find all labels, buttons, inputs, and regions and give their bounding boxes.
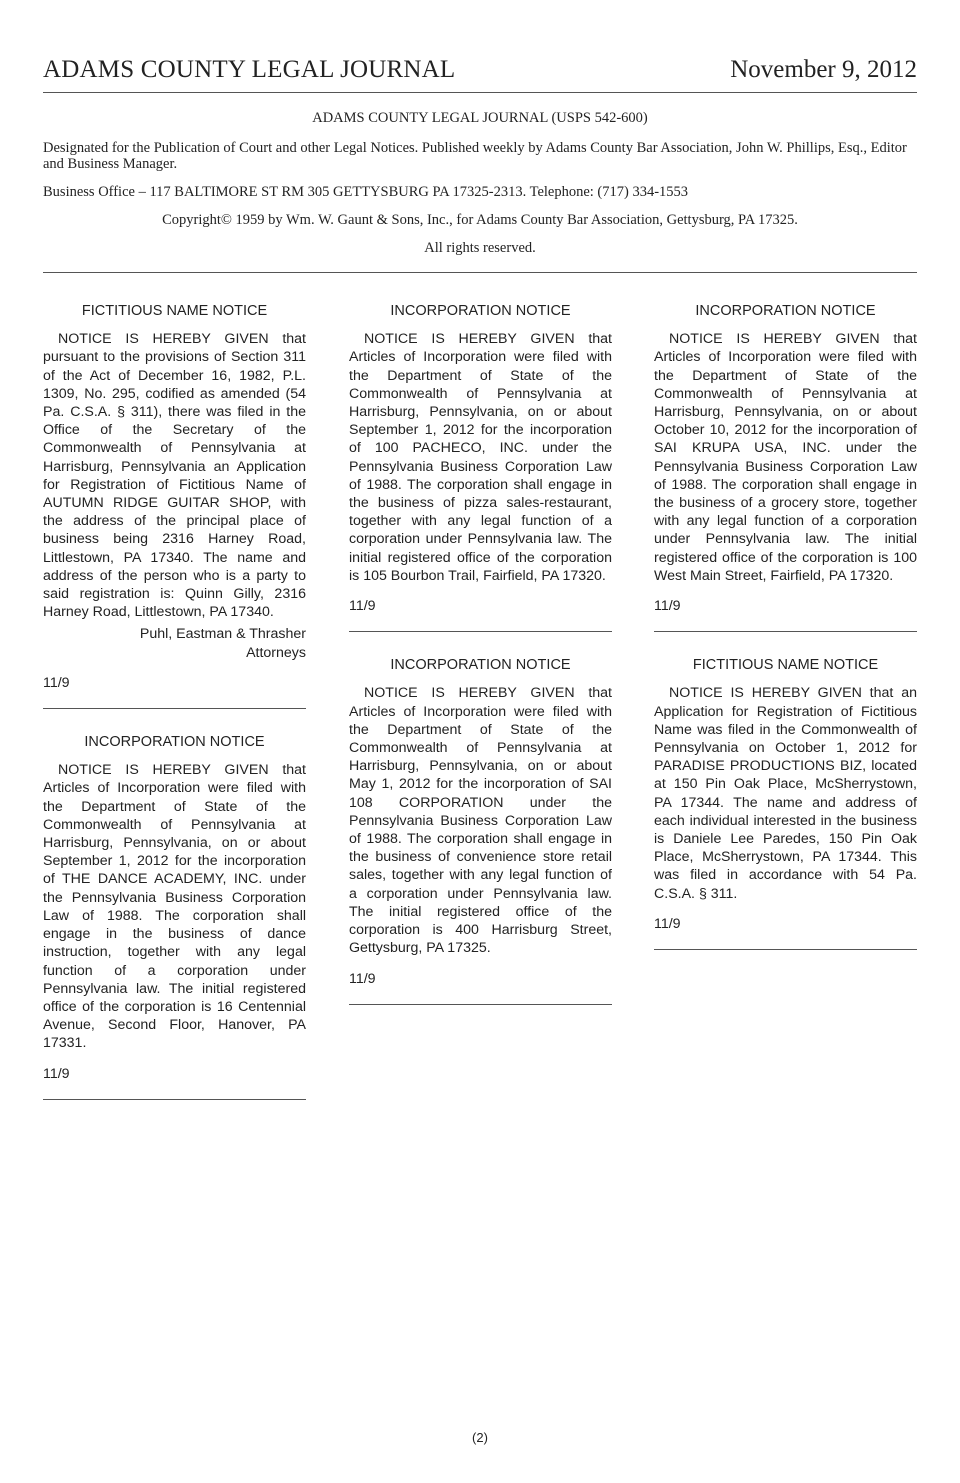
page-header xyxy=(43,54,917,93)
journal-title: ADAMS COUNTY LEGAL JOURNAL xyxy=(43,56,456,83)
notice-dance-academy xyxy=(43,733,306,1100)
notice-body: NOTICE IS HEREBY GIVEN that an Application for Registration of Fictitious Name was filed in the Commonwealth of Pennsylvania on October 1, 2012 for PARADISE PRODUCTIONS BIZ, located at 150 Pin Oak Place, McSherrystown, PA 17344. The name and address of each individual interested in the business is Daniele Lee Paredes, 150 Pin Oak Place, McSherrystown, PA 17344. This was filed in accordance with 54 Pa. C.S.A. § 311. xyxy=(654,685,917,902)
masthead-business-office: Business Office – 117 BALTIMORE ST RM 305 GETTYSBURG PA 17325-2313. Telephone: (717) 334-1553 xyxy=(43,184,689,200)
notice-divider xyxy=(654,949,917,950)
masthead-divider xyxy=(43,272,917,273)
notice-signature-role: Attorneys xyxy=(246,644,306,661)
notice-body: NOTICE IS HEREBY GIVEN that Articles of Incorporation were filed with the Department of State of the Commonwealth of Pennsylvania at Harrisburg, Pennsylvania, on or about September 1, 2012 for the incorporation of 100 PACHECO, INC. under the Pennsylvania Business Corporation Law of 1988. The corporation shall engage in the business of pizza sales-restaurant, together with any legal function of a corporation under Pennsylvania law. The initial registered office of the corporation is 105 Bourbon Trail, Fairfield, PA 17320. xyxy=(349,331,612,584)
notice-signature-firm: Puhl, Eastman & Thrasher xyxy=(139,626,306,643)
notice-column-3 xyxy=(654,302,917,974)
notice-divider xyxy=(43,708,306,709)
notice-title: FICTITIOUS NAME NOTICE xyxy=(81,303,268,319)
notice-title: INCORPORATION NOTICE xyxy=(390,303,571,319)
issue-date: November 9, 2012 xyxy=(730,56,917,83)
masthead-publication: Designated for the Publication of Court and other Legal Notices. Published weekly by Adams County Bar Association, John W. Phillips, Esq., Editor and Business Manager. xyxy=(43,140,907,172)
notice-body: NOTICE IS HEREBY GIVEN that Articles of Incorporation were filed with the Department of State of the Commonwealth of Pennsylvania at Harrisburg, Pennsylvania, on or about September 1, 2012 for the incorporation of THE DANCE ACADEMY, INC. under the Pennsylvania Business Corporation Law of 1988. The corporation shall engage in the business of dance instruction, together with any legal function of a corporation under Pennsylvania law. The initial registered office of the corporation is 16 Centennial Avenue, Second Floor, Hanover, PA 17331. xyxy=(43,762,306,1052)
notice-title: INCORPORATION NOTICE xyxy=(390,657,571,674)
notice-divider xyxy=(654,631,917,632)
notice-date: 11/9 xyxy=(654,915,681,932)
masthead-copyright: Copyright© 1959 by Wm. W. Gaunt & Sons, Inc., for Adams County Bar Association, Gettysburg, PA 17325. xyxy=(162,212,798,228)
notice-paradise xyxy=(654,656,917,950)
masthead-rights: All rights reserved. xyxy=(424,240,536,256)
notice-date: 11/9 xyxy=(43,674,70,691)
notice-body: NOTICE IS HEREBY GIVEN that Articles of Incorporation were filed with the Department of State of the Commonwealth of Pennsylvania at Harrisburg, Pennsylvania, on or about October 10, 2012 for the incorporation of SAI KRUPA USA, INC. under the Pennsylvania Business Corporation Law of 1988. The corporation shall engage in the business of a grocery store, together with any legal function of a corporation under Pennsylvania law. The initial registered office of the corporation is 100 West Main Street, Fairfield, PA 17320. xyxy=(654,331,917,584)
notice-title: INCORPORATION NOTICE xyxy=(84,734,265,751)
notice-title: FICTITIOUS NAME NOTICE xyxy=(692,657,879,674)
notice-autumn-ridge xyxy=(43,302,306,709)
notice-date: 11/9 xyxy=(43,1065,70,1082)
journal-page xyxy=(43,0,917,1483)
notice-sai-krupa xyxy=(654,302,917,632)
notice-date: 11/9 xyxy=(654,598,681,615)
notice-divider xyxy=(349,631,612,632)
notice-body: NOTICE IS HEREBY GIVEN that Articles of Incorporation were filed with the Department of State of the Commonwealth of Pennsylvania at Harrisburg, Pennsylvania, on or about May 1, 2012 for the incorporation of SAI 108 CORPORATION under the Pennsylvania Business Corporation Law of 1988. The corporation shall engage in the business of convenience store retail sales, together with any legal function of a corporation under Pennsylvania law. The initial registered office of the corporation is 400 Harrisburg Street, Gettysburg, PA 17325. xyxy=(349,685,612,957)
notice-title: INCORPORATION NOTICE xyxy=(695,303,876,319)
masthead xyxy=(43,110,917,256)
notice-column-2 xyxy=(349,302,612,1029)
notice-pacheco xyxy=(349,302,612,632)
masthead-title: ADAMS COUNTY LEGAL JOURNAL (USPS 542-600) xyxy=(312,110,648,126)
notice-divider xyxy=(349,1004,612,1005)
notice-date: 11/9 xyxy=(349,970,376,987)
notice-sai-108 xyxy=(349,656,612,1004)
notice-divider xyxy=(43,1099,306,1100)
page-number: (2) xyxy=(472,1430,488,1445)
notice-date: 11/9 xyxy=(349,598,376,615)
notice-column-1 xyxy=(43,302,306,1124)
notice-body: NOTICE IS HEREBY GIVEN that pursuant to the provisions of Section 311 of the Act of December 16, 1982, P.L. 1309, No. 295, codified as amended (54 Pa. C.S.A. § 311), there was filed in the Office of the Secretary of the Commonwealth of Pennsylvania at Harrisburg, Pennsylvania an Application for Registration of Fictitious Name of AUTUMN RIDGE GUITAR SHOP, with the address of the principal place of business being 2316 Harney Road, Littlestown, PA 17340. The name and address of the person who is a party to said registration is: Quinn Gilly, 2316 Harney Road, Littlestown, PA 17340. xyxy=(43,331,306,621)
